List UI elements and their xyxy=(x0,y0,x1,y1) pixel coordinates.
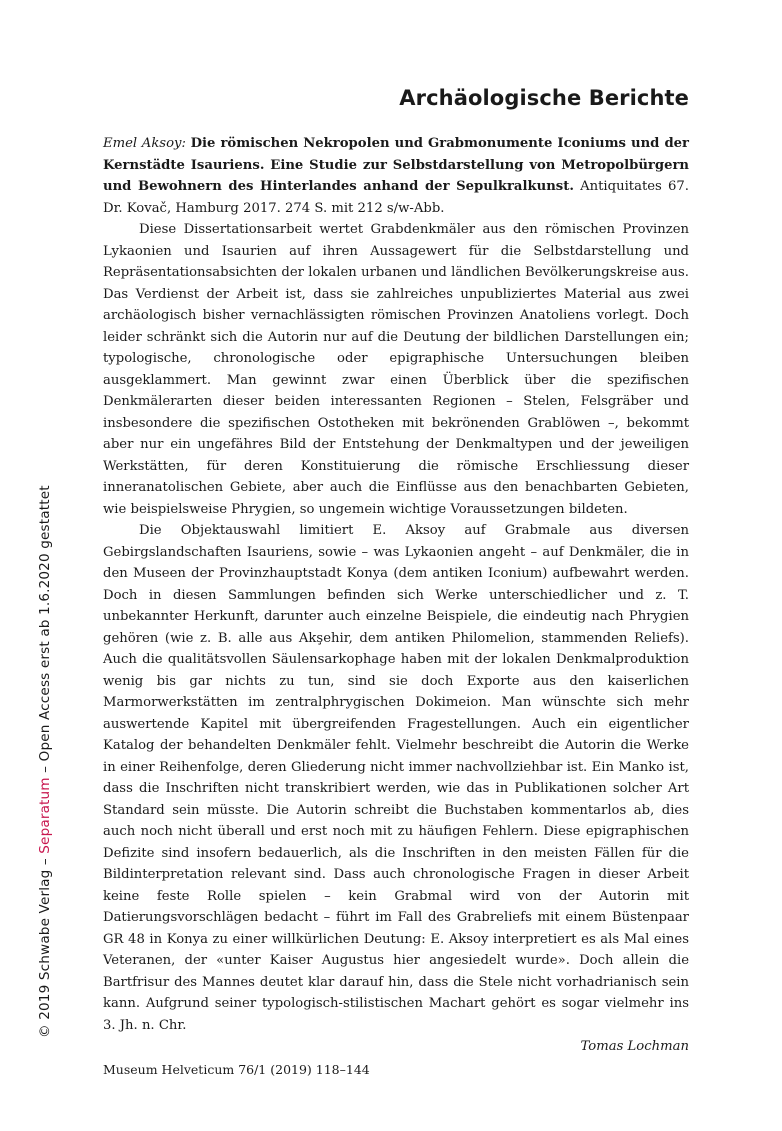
bibliographic-entry xyxy=(103,133,689,219)
copyright-prefix: © 2019 Schwabe Verlag – xyxy=(37,853,53,1038)
reviewer-signature: Tomas Lochman xyxy=(580,1039,689,1054)
section-title: Archäologische Berichte xyxy=(399,86,689,110)
separatum-label: Separatum xyxy=(37,777,53,854)
paragraph-2: Die Objektauswahl limitiert E. Aksoy auf Grabmale aus diversen Gebirgslandschaften Isauriens, sowie – was Lykaonien angeht – auf Denkmäler, die in den Museen der Provinzhauptstadt Konya (dem antiken Iconium) aufbewahrt werden. Doch in diesen Sammlungen befinden sich Werke unterschiedlicher und z. T. unbekannter Herkunft, darunter auch einzelne Beispiele, die eindeutig nach Phrygien gehören (wie z. B. alle aus Akşehir, dem antiken Philomelion, stammenden Reliefs). Auch die qualitätsvollen Säulensarkophage haben mit der lokalen Denkmalproduktion wenig bis gar nichts zu tun, sind sie doch Exporte aus den kaiserlichen Marmorwerkstätten im zentralphrygischen Dokimeion. Man wünschte sich mehr auswertende Kapitel mit übergreifenden Fragestellungen. Auch ein eigentlicher Katalog der behandelten Denkmäler fehlt. Vielmehr beschreibt die Autorin die Werke in einer Reihenfolge, deren Gliederung nicht immer nachvollziehbar ist. Ein Manko ist, dass die Inschriften nicht transkribiert werden, wie das in Publikationen solcher Art Standard sein müsste. Die Autorin schreibt die Buchstaben kommentarlos ab, dies auch noch nicht überall und erst noch mit zu häufigen Fehlern. Diese epigraphischen Defizite sind insofern bedauerlich, als die Inschriften in den meisten Fällen für die Bildinterpretation relevant sind. Dass auch chronologische Fragen in dieser Arbeit keine feste Rolle spielen – kein Grabmal wird von der Autorin mit Datierungsvorschlägen bedacht – führt im Fall des Grabreliefs mit einem Büstenpaar GR 48 in Konya zu einer willkürlichen Deutung: E. Aksoy interpretiert es als Mal eines Veteranen, der «unter Kaiser Augustus hier angesiedelt wurde». Doch allein die Bartfrisur des Mannes deutet klar darauf hin, dass die Stele nicht vorhadrianisch sein kann. Aufgrund seiner typologisch-stilistischen Machart gehört es sogar vielmehr ins 3. Jh. n. Chr. xyxy=(103,523,689,1033)
publication-details: Antiquitates 67. Dr. Kovač, Hamburg 2017. 274 S. mit 212 s/w-Abb. xyxy=(103,179,689,216)
paragraph-1: Diese Dissertationsarbeit wertet Grabdenkmäler aus den römischen Provinzen Lykaonien und Isaurien auf ihren Aussagewert für die Selbstdarstellung und Repräsentationsabsichten der lokalen urbanen und ländlichen Bevölkerungskreise aus. Das Verdienst der Arbeit ist, dass sie zahlreiches unpubliziertes Material aus zwei archäologisch bisher vernachlässigten römischen Provinzen Anatoliens vorlegt. Doch leider schränkt sich die Autorin nur auf die Deutung der bildlichen Darstellungen ein; typologische, chronologische oder epigraphische Untersuchungen bleiben ausgeklammert. Man gewinnt zwar einen Überblick über die spezifischen Denkmälerarten dieser beiden interessanten Regionen – Stelen, Felsgräber und insbesondere die spezifischen Ostotheken mit bekrönenden Grablöwen –, bekommt aber nur ein ungefähres Bild der Entstehung der Denkmaltypen und der jeweiligen Werkstätten, für deren Konstituierung die römische Erschliessung dieser inneranatolischen Gebiete, aber auch die Einflüsse aus den benachbarten Gebieten, wie beispielsweise Phrygien, so ungemein wichtige Voraussetzungen bildeten. xyxy=(103,222,689,517)
journal-citation: Museum Helveticum 76/1 (2019) 118–144 xyxy=(103,1062,370,1077)
book-author: Emel Aksoy: xyxy=(103,136,186,151)
book-title: Die römischen Nekropolen und Grabmonumente Iconiums und der Kernstädte Isauriens. Eine Studie zur Selbstdarstellung von Metropolbürgern und Bewohnern des Hinterlandes anhand der Sepulkralkunst. xyxy=(103,136,689,194)
copyright-suffix: – Open Access erst ab 1.6.2020 gestattet xyxy=(37,485,53,778)
review-body xyxy=(103,133,689,1058)
copyright-notice xyxy=(37,485,53,1038)
